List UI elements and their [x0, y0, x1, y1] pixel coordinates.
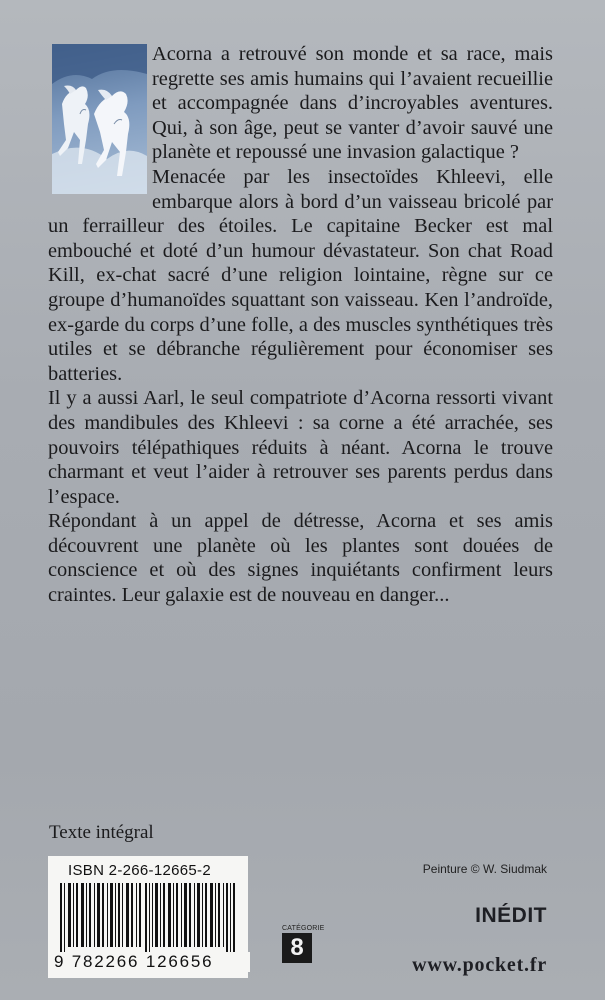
blurb-paragraph-3: Il y a aussi Aarl, le seul compatriote d’Acorna ressorti vivant des mandibules des Khleevi : sa corne a été arrachée, ses pouvoirs télépathiques réduits à néant. Acorna le trouve charmant et veut l’aider à retrouver ses parents perdus dans l’espace.: [48, 387, 553, 508]
blurb-text: [48, 42, 553, 608]
blurb-paragraph-1: Acorna a retrouvé son monde et sa race, mais regrette ses amis humains qui l’avaient recueillie et accompagnée dans d’incroyables aventures. Qui, à son âge, peut se vanter d’avoir sauvé une planète et repoussé une invasion galactique ?: [152, 43, 553, 164]
blurb-paragraph-4: Répondant à un appel de détresse, Acorna et ses amis découvrent une planète où les plantes sont douées de conscience et où des signes inquiétants confirment leurs craintes. Leur galaxie est de nouveau en danger...: [48, 510, 553, 607]
category-badge: [282, 925, 325, 963]
barcode-icon: [60, 883, 240, 953]
publisher-url: www.pocket.fr: [412, 954, 547, 976]
isbn-number: ISBN 2-266-12665-2: [68, 862, 211, 879]
inedit-label: INÉDIT: [475, 904, 547, 927]
ean-number: 9 782266 126656: [50, 952, 250, 972]
blurb-paragraph-2: Menacée par les insectoïdes Khleevi, elle embarque alors à bord d’un vaisseau bricolé par un ferrailleur des étoiles. Le capitaine Becker est mal embouché et doté d’un humour dévastateur. Son chat Road Kill, ex-chat sacré d’une religion lointaine, règne sur ce groupe d’humanoïdes squattant son vaisseau. Ken l’androïde, ex-garde du corps d’une folle, a des muscles synthétiques très utiles et se débranche régulièrement pour économiser ses batteries.: [48, 165, 553, 385]
texte-integral-label: Texte intégral: [49, 822, 154, 843]
category-label: CATÉGORIE: [282, 925, 325, 932]
category-number: 8: [282, 933, 312, 963]
illustration-spacer: [48, 42, 152, 200]
painting-credit: Peinture © W. Siudmak: [422, 862, 547, 876]
